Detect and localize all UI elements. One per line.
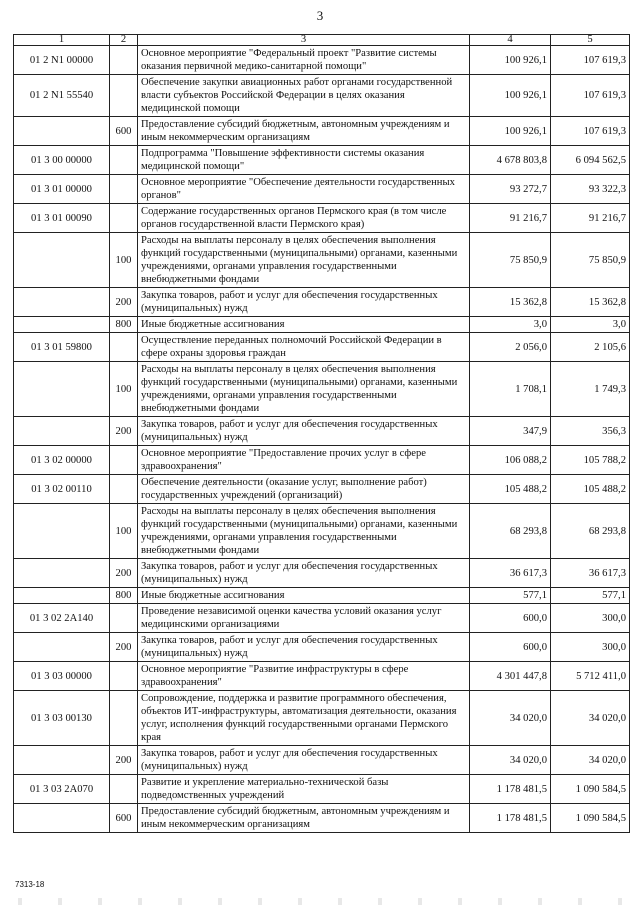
amount-year2-cell: 75 850,9 (551, 233, 630, 288)
expense-type-cell: 100 (110, 504, 138, 559)
table-row (14, 633, 630, 662)
table-row (14, 146, 630, 175)
item-name-cell: Содержание государственных органов Пермского края (в том числе органов государственной власти Пермского края) (138, 204, 470, 233)
scan-edge-noise (0, 898, 640, 905)
table-row (14, 333, 630, 362)
amount-year1-cell: 75 850,9 (470, 233, 551, 288)
budget-code-cell: 01 3 01 00000 (14, 175, 110, 204)
amount-year1-cell: 34 020,0 (470, 691, 551, 746)
table-row (14, 604, 630, 633)
budget-code-cell: 01 3 02 00000 (14, 446, 110, 475)
budget-code-cell (14, 317, 110, 333)
table-row (14, 662, 630, 691)
budget-code-cell: 01 3 01 59800 (14, 333, 110, 362)
item-name-cell: Закупка товаров, работ и услуг для обеспечения государственных (муниципальных) нужд (138, 746, 470, 775)
amount-year1-cell: 577,1 (470, 588, 551, 604)
amount-year1-cell: 68 293,8 (470, 504, 551, 559)
item-name-cell: Закупка товаров, работ и услуг для обеспечения государственных (муниципальных) нужд (138, 559, 470, 588)
budget-code-cell (14, 559, 110, 588)
table-row (14, 446, 630, 475)
item-name-cell: Закупка товаров, работ и услуг для обеспечения государственных (муниципальных) нужд (138, 633, 470, 662)
budget-code-cell (14, 362, 110, 417)
item-name-cell: Предоставление субсидий бюджетным, автономным учреждениям и иным некоммерческим организациям (138, 804, 470, 833)
column-header-5: 5 (551, 35, 630, 46)
budget-code-cell (14, 588, 110, 604)
budget-code-cell (14, 233, 110, 288)
amount-year2-cell: 105 488,2 (551, 475, 630, 504)
column-header-2: 2 (110, 35, 138, 46)
amount-year1-cell: 600,0 (470, 604, 551, 633)
amount-year2-cell: 1 090 584,5 (551, 775, 630, 804)
budget-code-cell (14, 417, 110, 446)
table-row (14, 233, 630, 288)
amount-year1-cell: 2 056,0 (470, 333, 551, 362)
expense-type-cell (110, 175, 138, 204)
item-name-cell: Развитие и укрепление материально-технической базы подведомственных учреждений (138, 775, 470, 804)
budget-code-cell: 01 3 03 00130 (14, 691, 110, 746)
expense-type-cell (110, 75, 138, 117)
table-row (14, 475, 630, 504)
amount-year2-cell: 93 322,3 (551, 175, 630, 204)
expense-type-cell: 200 (110, 417, 138, 446)
expense-type-cell (110, 146, 138, 175)
expense-type-cell: 200 (110, 288, 138, 317)
expense-type-cell (110, 662, 138, 691)
expense-type-cell (110, 333, 138, 362)
amount-year1-cell: 3,0 (470, 317, 551, 333)
item-name-cell: Закупка товаров, работ и услуг для обеспечения государственных (муниципальных) нужд (138, 288, 470, 317)
amount-year2-cell: 107 619,3 (551, 46, 630, 75)
amount-year2-cell: 107 619,3 (551, 117, 630, 146)
budget-code-cell (14, 633, 110, 662)
amount-year2-cell: 1 749,3 (551, 362, 630, 417)
amount-year2-cell: 300,0 (551, 633, 630, 662)
table-row (14, 691, 630, 746)
amount-year2-cell: 105 788,2 (551, 446, 630, 475)
table-row (14, 362, 630, 417)
amount-year2-cell: 5 712 411,0 (551, 662, 630, 691)
table-row (14, 746, 630, 775)
expense-type-cell: 200 (110, 559, 138, 588)
budget-code-cell: 01 3 03 00000 (14, 662, 110, 691)
expense-type-cell (110, 691, 138, 746)
expense-type-cell: 800 (110, 317, 138, 333)
document-code: 7313-18 (15, 880, 45, 889)
table-row (14, 117, 630, 146)
amount-year2-cell: 6 094 562,5 (551, 146, 630, 175)
amount-year1-cell: 1 178 481,5 (470, 804, 551, 833)
table-row (14, 504, 630, 559)
item-name-cell: Обеспечение деятельности (оказание услуг, выполнение работ) государственных учреждений (организаций) (138, 475, 470, 504)
amount-year2-cell: 34 020,0 (551, 746, 630, 775)
table-row (14, 588, 630, 604)
budget-code-cell: 01 3 01 00090 (14, 204, 110, 233)
expense-type-cell (110, 604, 138, 633)
budget-code-cell: 01 2 N1 00000 (14, 46, 110, 75)
amount-year2-cell: 1 090 584,5 (551, 804, 630, 833)
amount-year2-cell: 15 362,8 (551, 288, 630, 317)
amount-year2-cell: 3,0 (551, 317, 630, 333)
table-row (14, 417, 630, 446)
budget-code-cell: 01 2 N1 55540 (14, 75, 110, 117)
amount-year1-cell: 105 488,2 (470, 475, 551, 504)
item-name-cell: Основное мероприятие "Развитие инфраструктуры в сфере здравоохранения" (138, 662, 470, 691)
amount-year1-cell: 100 926,1 (470, 75, 551, 117)
budget-code-cell (14, 504, 110, 559)
amount-year2-cell: 91 216,7 (551, 204, 630, 233)
table-body (14, 46, 630, 833)
amount-year2-cell: 356,3 (551, 417, 630, 446)
column-header-1: 1 (14, 35, 110, 46)
item-name-cell: Осуществление переданных полномочий Российской Федерации в сфере охраны здоровья граждан (138, 333, 470, 362)
expense-type-cell: 600 (110, 117, 138, 146)
amount-year1-cell: 100 926,1 (470, 117, 551, 146)
amount-year2-cell: 107 619,3 (551, 75, 630, 117)
table-row (14, 75, 630, 117)
amount-year1-cell: 15 362,8 (470, 288, 551, 317)
expense-type-cell: 200 (110, 633, 138, 662)
budget-code-cell (14, 117, 110, 146)
table-row (14, 804, 630, 833)
item-name-cell: Основное мероприятие "Предоставление прочих услуг в сфере здравоохранения" (138, 446, 470, 475)
column-header-4: 4 (470, 35, 551, 46)
expense-type-cell (110, 446, 138, 475)
amount-year1-cell: 4 678 803,8 (470, 146, 551, 175)
amount-year1-cell: 91 216,7 (470, 204, 551, 233)
table-row (14, 559, 630, 588)
table-row (14, 175, 630, 204)
amount-year1-cell: 4 301 447,8 (470, 662, 551, 691)
amount-year1-cell: 34 020,0 (470, 746, 551, 775)
expense-type-cell (110, 475, 138, 504)
item-name-cell: Обеспечение закупки авиационных работ органами государственной власти субъектов Российской Федерации в целях оказания медицинской помощи (138, 75, 470, 117)
expense-type-cell: 200 (110, 746, 138, 775)
amount-year1-cell: 36 617,3 (470, 559, 551, 588)
table-header (14, 35, 630, 46)
amount-year1-cell: 106 088,2 (470, 446, 551, 475)
item-name-cell: Подпрограмма "Повышение эффективности системы оказания медицинской помощи" (138, 146, 470, 175)
amount-year1-cell: 93 272,7 (470, 175, 551, 204)
amount-year1-cell: 347,9 (470, 417, 551, 446)
amount-year2-cell: 34 020,0 (551, 691, 630, 746)
item-name-cell: Расходы на выплаты персоналу в целях обеспечения выполнения функций государственными (муниципальными) органами, казенными учреждениями, органами управления государственными внебюджетными фондами (138, 233, 470, 288)
amount-year1-cell: 1 708,1 (470, 362, 551, 417)
budget-code-cell (14, 288, 110, 317)
budget-code-cell: 01 3 02 2А140 (14, 604, 110, 633)
column-number-row (14, 35, 630, 46)
amount-year2-cell: 68 293,8 (551, 504, 630, 559)
expense-type-cell (110, 204, 138, 233)
budget-code-cell (14, 746, 110, 775)
budget-code-cell: 01 3 03 2А070 (14, 775, 110, 804)
item-name-cell: Закупка товаров, работ и услуг для обеспечения государственных (муниципальных) нужд (138, 417, 470, 446)
expense-type-cell (110, 46, 138, 75)
item-name-cell: Сопровождение, поддержка и развитие программного обеспечения, объектов ИТ-инфраструктуры, автоматизация деятельности, оказания услуг, исполнения функций государственными органами Пермского края (138, 691, 470, 746)
expense-type-cell: 100 (110, 362, 138, 417)
amount-year2-cell: 36 617,3 (551, 559, 630, 588)
item-name-cell: Предоставление субсидий бюджетным, автономным учреждениям и иным некоммерческим организациям (138, 117, 470, 146)
item-name-cell: Основное мероприятие "Федеральный проект "Развитие системы оказания первичной медико-санитарной помощи" (138, 46, 470, 75)
table-row (14, 288, 630, 317)
expense-type-cell (110, 775, 138, 804)
item-name-cell: Проведение независимой оценки качества условий оказания услуг медицинскими организациями (138, 604, 470, 633)
budget-table (13, 34, 630, 833)
item-name-cell: Иные бюджетные ассигнования (138, 317, 470, 333)
amount-year2-cell: 577,1 (551, 588, 630, 604)
table-row (14, 775, 630, 804)
amount-year2-cell: 2 105,6 (551, 333, 630, 362)
amount-year1-cell: 100 926,1 (470, 46, 551, 75)
table-row (14, 46, 630, 75)
item-name-cell: Расходы на выплаты персоналу в целях обеспечения выполнения функций государственными (муниципальными) органами, казенными учреждениями, органами управления государственными внебюджетными фондами (138, 362, 470, 417)
expense-type-cell: 800 (110, 588, 138, 604)
amount-year2-cell: 300,0 (551, 604, 630, 633)
table-row (14, 204, 630, 233)
amount-year1-cell: 1 178 481,5 (470, 775, 551, 804)
item-name-cell: Расходы на выплаты персоналу в целях обеспечения выполнения функций государственными (муниципальными) органами, казенными учреждениями, органами управления государственными внебюджетными фондами (138, 504, 470, 559)
page-number: 3 (316, 8, 324, 23)
budget-code-cell: 01 3 00 00000 (14, 146, 110, 175)
table-row (14, 317, 630, 333)
budget-code-cell: 01 3 02 00110 (14, 475, 110, 504)
budget-code-cell (14, 804, 110, 833)
expense-type-cell: 600 (110, 804, 138, 833)
amount-year1-cell: 600,0 (470, 633, 551, 662)
item-name-cell: Иные бюджетные ассигнования (138, 588, 470, 604)
item-name-cell: Основное мероприятие "Обеспечение деятельности государственных органов" (138, 175, 470, 204)
column-header-3: 3 (138, 35, 470, 46)
expense-type-cell: 100 (110, 233, 138, 288)
